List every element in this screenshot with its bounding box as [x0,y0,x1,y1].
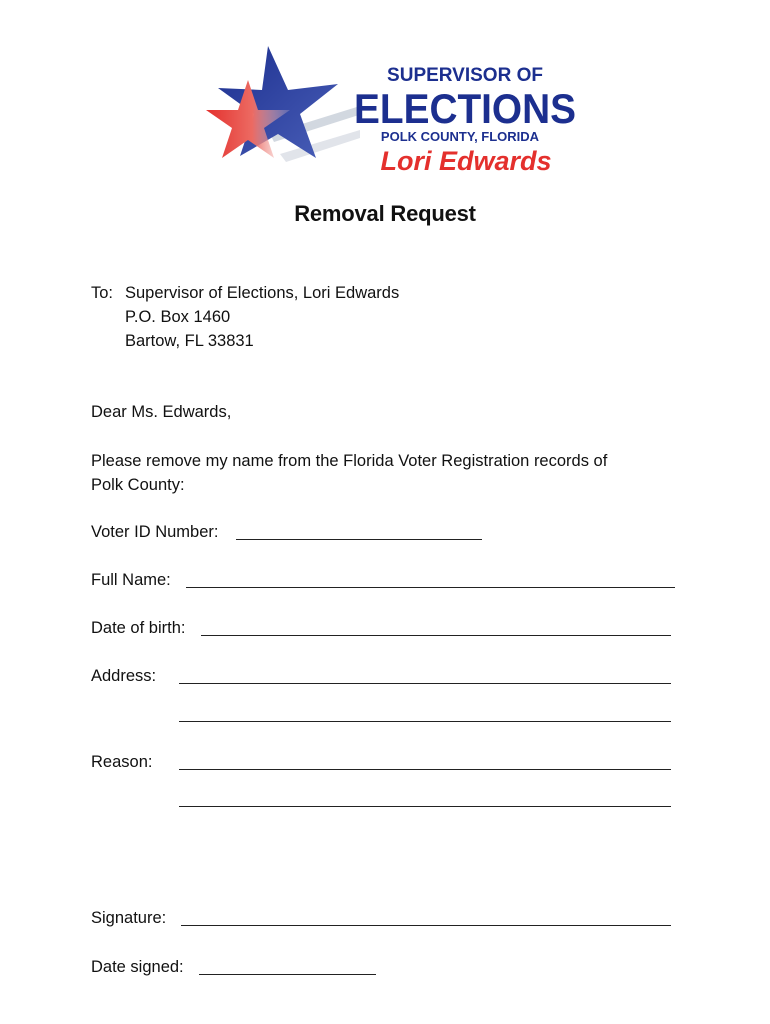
signature-field[interactable] [181,925,671,926]
address-field-line-2[interactable] [179,721,671,722]
full-name-label: Full Name: [91,571,171,589]
reason-field-line-2[interactable] [179,806,671,807]
logo-graphic [210,44,576,179]
recipient-line-1: Supervisor of Elections, Lori Edwards [125,284,400,302]
reason-field-line-1[interactable] [179,769,671,770]
address-field-line-1[interactable] [179,683,671,684]
signature-label: Signature: [91,909,167,927]
body-line-2: Polk County: [91,476,185,494]
voter-id-field[interactable] [236,539,482,540]
logo-elections-text: ELECTIONS [354,85,576,132]
logo-supervisor-of-text: SUPERVISOR OF [387,65,543,86]
page-title: Removal Request [294,201,476,226]
voter-id-label: Voter ID Number: [91,523,219,541]
date-signed-label: Date signed: [91,958,184,976]
to-label: To: [91,284,114,302]
body-line-1: Please remove my name from the Florida Voter Registration records of [91,452,608,470]
date-signed-field[interactable] [199,974,376,975]
supervisor-of-elections-logo [210,44,576,179]
reason-label: Reason: [91,753,153,771]
recipient-line-3: Bartow, FL 33831 [125,332,254,350]
recipient-line-2: P.O. Box 1460 [125,308,231,326]
address-label: Address: [91,667,157,685]
date-of-birth-label: Date of birth: [91,619,186,637]
date-of-birth-field[interactable] [201,635,671,636]
logo-county-text: POLK COUNTY, FLORIDA [380,129,540,144]
full-name-field[interactable] [186,587,675,588]
salutation: Dear Ms. Edwards, [91,403,232,421]
logo-lori-edwards-text: Lori Edwards [380,146,552,176]
